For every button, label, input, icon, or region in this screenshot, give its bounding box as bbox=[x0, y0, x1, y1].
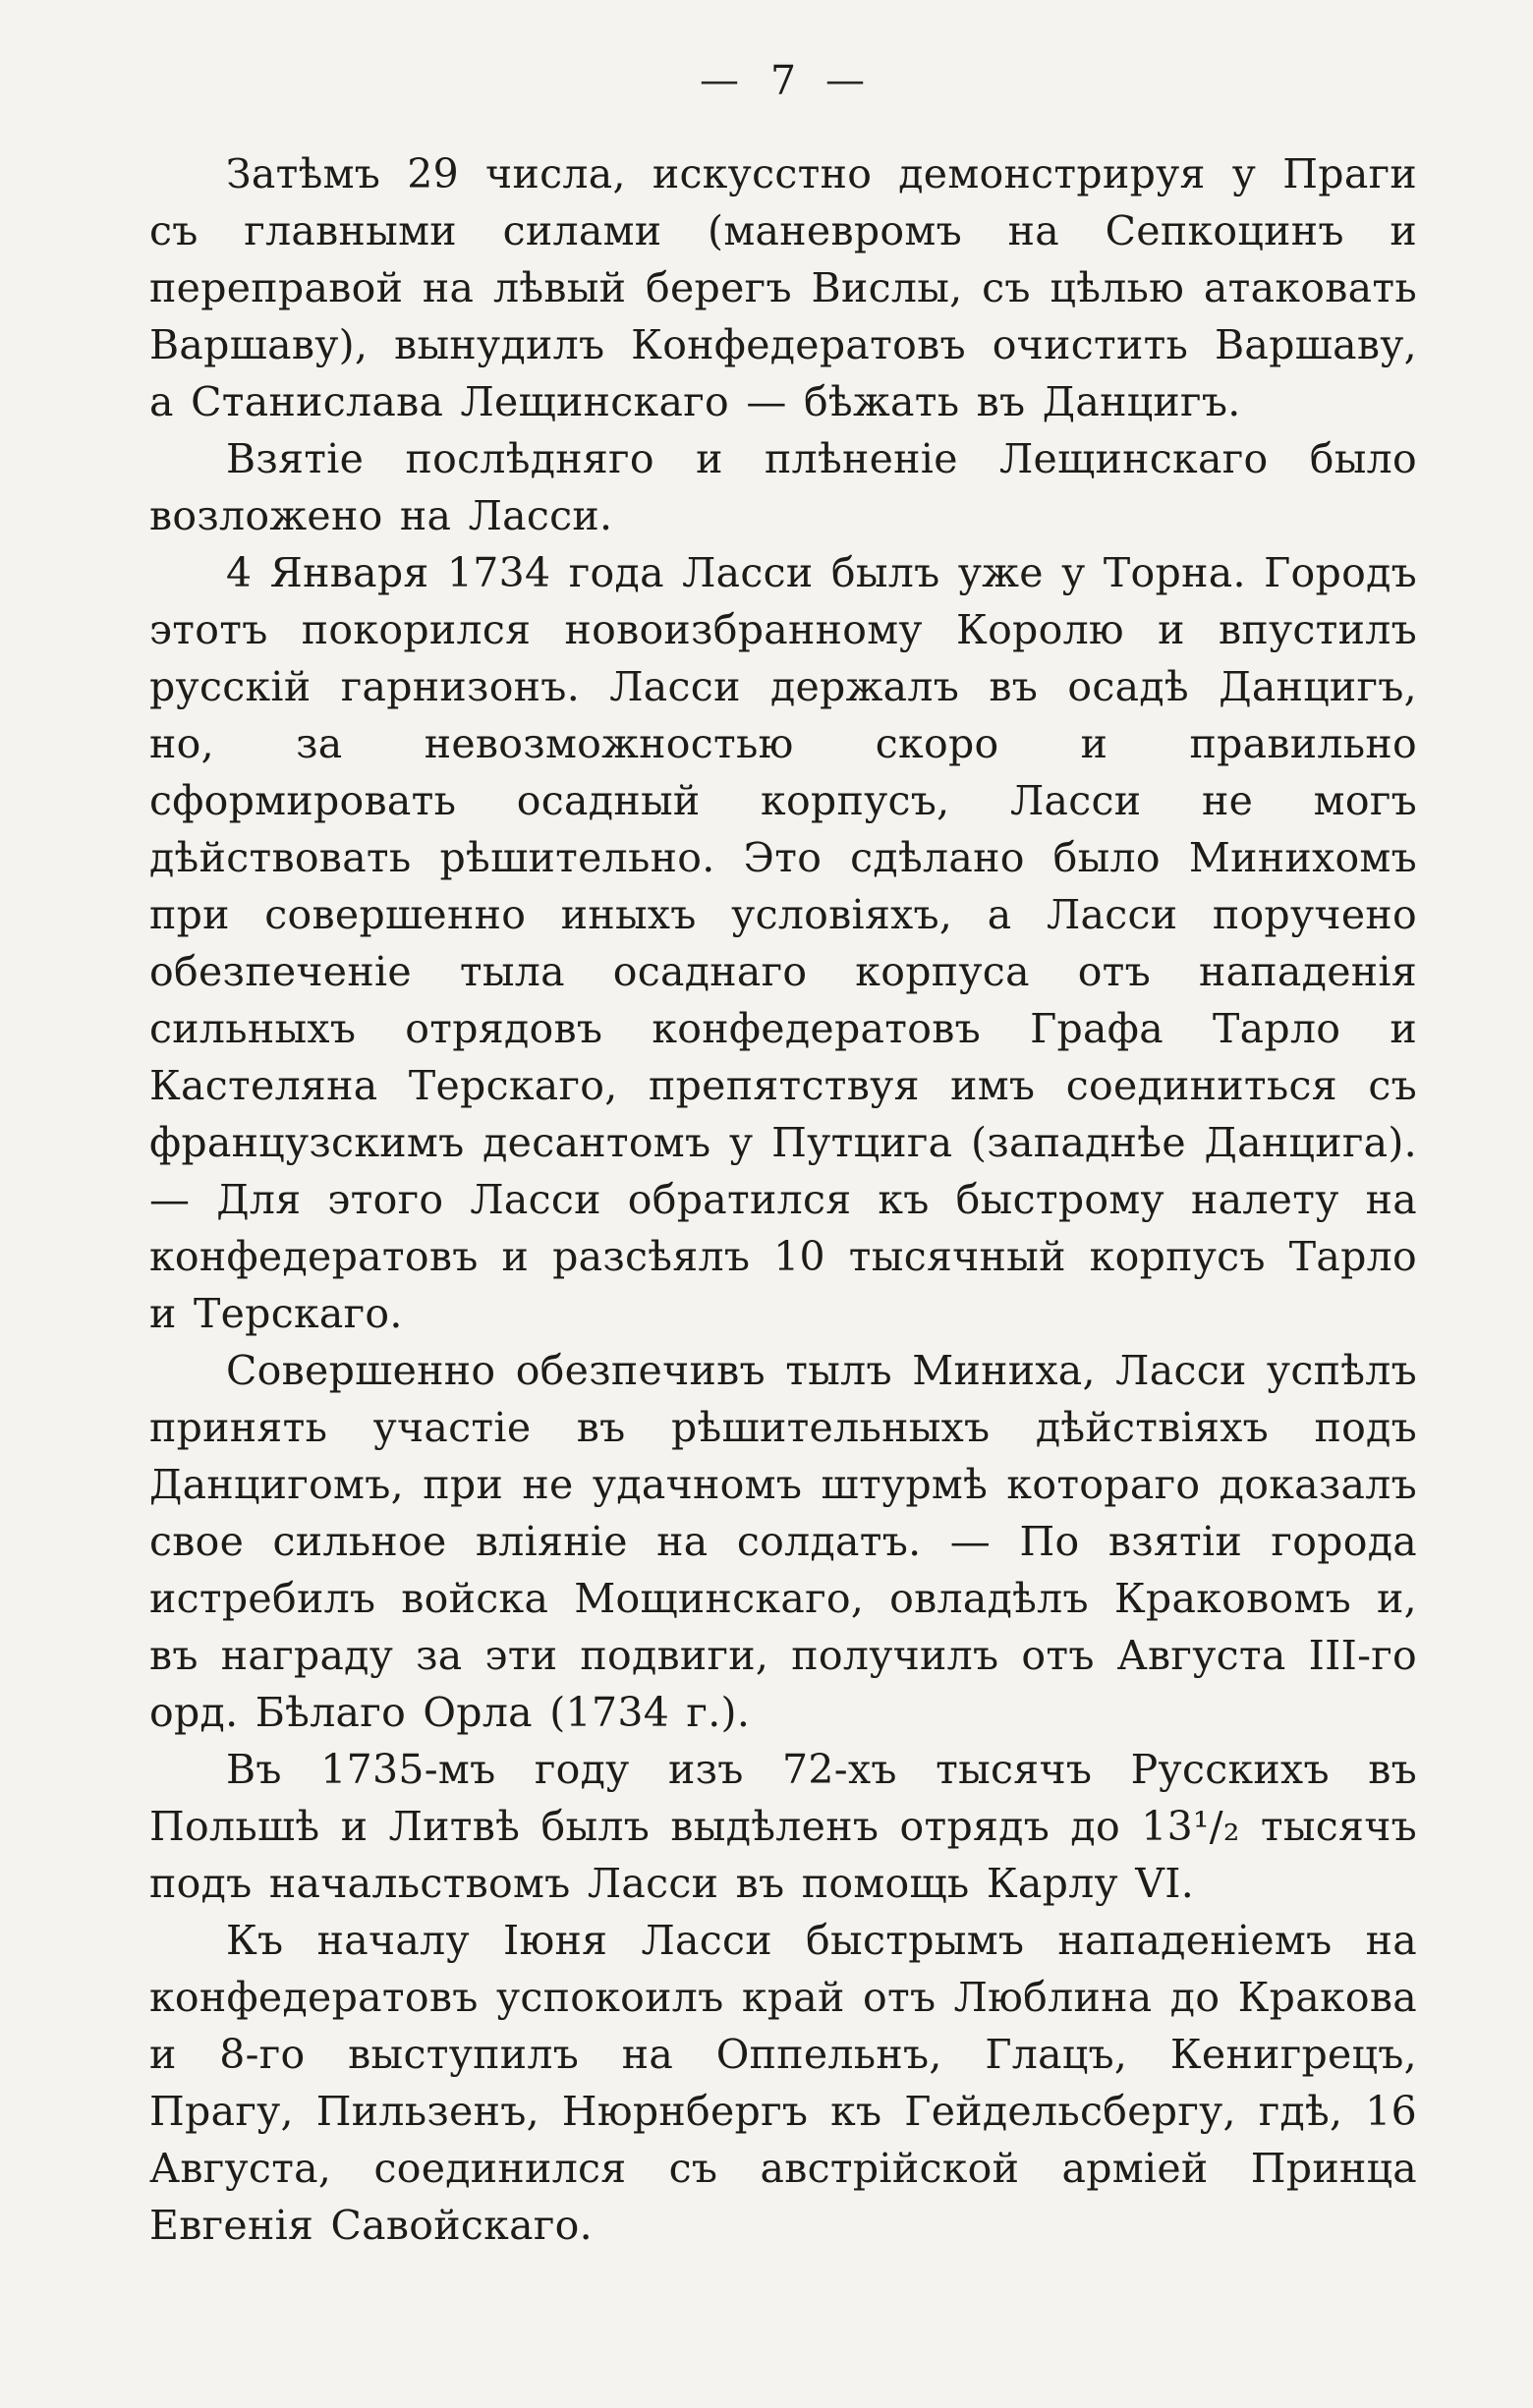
page-header bbox=[149, 57, 1417, 104]
paragraph-1: Затѣмъ 29 числа, искусстно демонстрируя у Праги съ главными силами (маневромъ на Сепкоцинъ и переправой на лѣвый берегъ Вислы, съ цѣлью атаковать Варшаву), вынудилъ Конфедератовъ очистить Варшаву, а Станислава Лещинскаго — бѣжать въ Данцигъ. bbox=[149, 150, 1417, 425]
paragraph-4: Совершенно обезпечивъ тылъ Миниха, Ласси успѣлъ принять участіе въ рѣшительныхъ дѣйствіяхъ подъ Данцигомъ, при не удачномъ штурмѣ котораго доказалъ свое сильное вліяніе на солдатъ. — По взятіи города истребилъ войска Мощинскаго, овладѣлъ Краковомъ и, въ награду за эти подвиги, получилъ отъ Августа III-го орд. Бѣлаго Орла (1734 г.). bbox=[149, 1347, 1417, 1736]
header-dash-right: — bbox=[825, 58, 868, 103]
page-number: 7 bbox=[769, 57, 797, 104]
paragraph-2: Взятіе послѣдняго и плѣненіе Лещинскаго было возложено на Ласси. bbox=[149, 435, 1417, 539]
paragraph-6: Къ началу Іюня Ласси быстрымъ нападеніемъ на конфедератовъ успокоилъ край отъ Люблина до Кракова и 8-го выступилъ на Оппельнъ, Глацъ, Кенигрецъ, Прагу, Пильзенъ, Нюрнбергъ къ Гейдельсбергу, гдѣ, 16 Августа, соединился съ австрійской арміей Принца Евгенія Савойскаго. bbox=[149, 1917, 1417, 2249]
paragraph-5: Въ 1735-мъ году изъ 72-хъ тысячъ Русскихъ въ Польшѣ и Литвѣ былъ выдѣленъ отрядъ до 13¹/₂ тысячъ подъ начальствомъ Ласси въ помощь Карлу VI. bbox=[149, 1746, 1417, 1907]
text-block bbox=[149, 145, 1417, 2254]
paragraph-3: 4 Января 1734 года Ласси былъ уже у Торна. Городъ этотъ покорился новоизбранному Королю и впустилъ русскій гарнизонъ. Ласси держалъ въ осадѣ Данцигъ, но, за невозможностью скоро и правильно сформировать осадный корпусъ, Ласси не могъ дѣйствовать рѣшительно. Это сдѣлано было Минихомъ при совершенно иныхъ условіяхъ, а Ласси поручено обезпеченіе тыла осаднаго корпуса отъ нападенія сильныхъ отрядовъ конфедератовъ Графа Тарло и Кастеляна Терскаго, препятствуя имъ соединиться съ французскимъ десантомъ у Путцига (западнѣе Данцига). — Для этого Ласси обратился къ быстрому налету на конфедератовъ и разсѣялъ 10 тысячный корпусъ Тарло и Терскаго. bbox=[149, 549, 1417, 1337]
header-dash-left: — bbox=[699, 58, 741, 103]
